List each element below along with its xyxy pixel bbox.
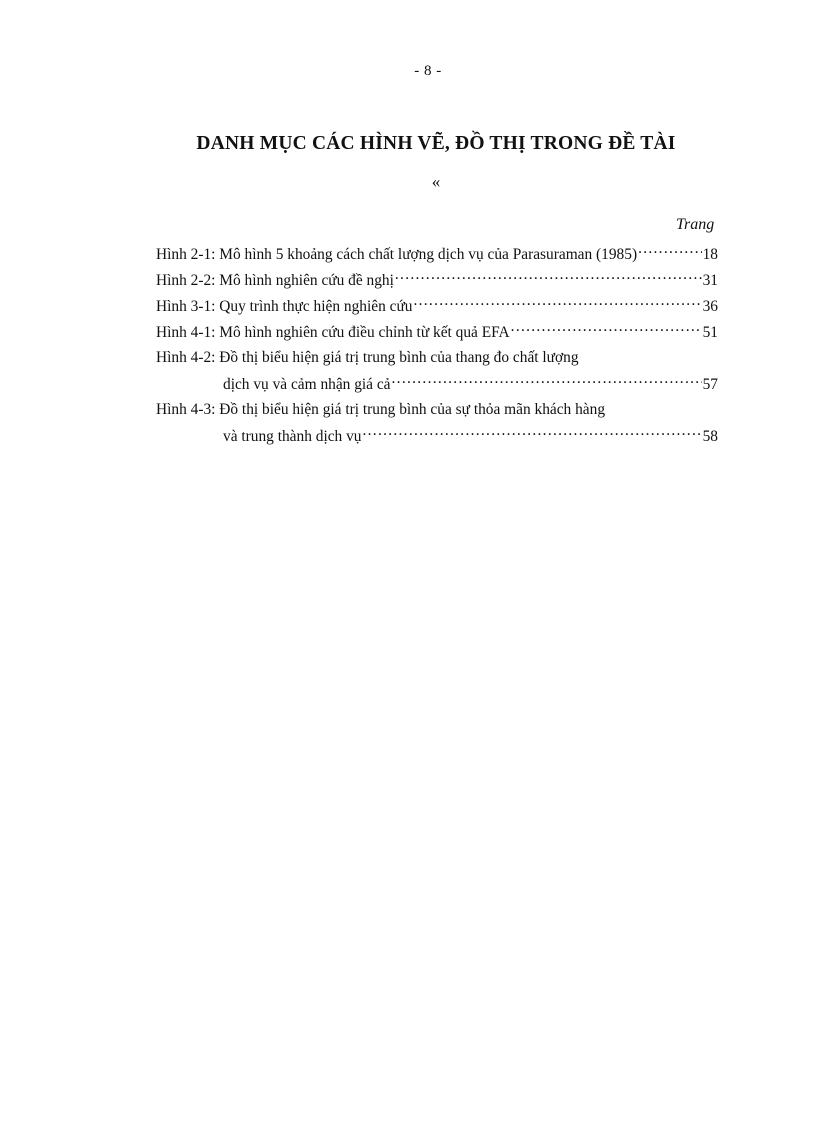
figure-list	[156, 241, 718, 449]
toc-entry-label-continued: dịch vụ và cảm nhận giá cả	[223, 376, 391, 393]
toc-entry-label-continued: và trung thành dịch vụ	[223, 428, 362, 445]
toc-entry-page: 31	[702, 272, 718, 289]
toc-entry-continuation	[156, 371, 718, 397]
page-title: DANH MỤC CÁC HÌNH VẼ, ĐỒ THỊ TRONG ĐỀ TÀI	[196, 133, 676, 154]
dot-leader	[413, 293, 701, 311]
toc-entry-continuation	[156, 423, 718, 449]
page-column-header: Trang	[676, 216, 715, 233]
toc-entry-label: Hình 2-1: Mô hình 5 khoảng cách chất lượng dịch vụ của Parasuraman (1985)	[156, 246, 638, 263]
page-number: - 8 -	[414, 63, 442, 79]
toc-entry-page: 58	[702, 428, 718, 445]
toc-entry[interactable]	[156, 293, 718, 319]
toc-entry-label: Hình 4-3: Đồ thị biểu hiện giá trị trung bình của sự thỏa mãn khách hàng	[156, 401, 606, 418]
dot-leader	[638, 241, 702, 259]
toc-entry-label: Hình 3-1: Quy trình thực hiện nghiên cứu	[156, 298, 413, 315]
toc-entry[interactable]	[156, 241, 718, 267]
toc-entry-page: 18	[702, 246, 718, 263]
toc-entry[interactable]	[156, 397, 718, 449]
toc-entry-page: 36	[702, 298, 718, 315]
toc-entry-page: 51	[702, 324, 718, 341]
dot-leader	[363, 423, 702, 441]
toc-entry-label: Hình 4-2: Đồ thị biểu hiện giá trị trung bình của thang đo chất lượng	[156, 349, 579, 366]
toc-entry[interactable]	[156, 319, 718, 345]
dot-leader	[395, 267, 702, 285]
toc-entry-page: 57	[702, 376, 718, 393]
toc-entry-label: Hình 4-1: Mô hình nghiên cứu điều chỉnh từ kết quả EFA	[156, 324, 510, 341]
dot-leader	[511, 319, 702, 337]
toc-entry-label: Hình 2-2: Mô hình nghiên cứu đề nghị	[156, 272, 394, 289]
dot-leader	[392, 371, 702, 389]
title-ornament: «	[431, 172, 441, 191]
toc-entry[interactable]	[156, 267, 718, 293]
toc-entry[interactable]	[156, 345, 718, 397]
